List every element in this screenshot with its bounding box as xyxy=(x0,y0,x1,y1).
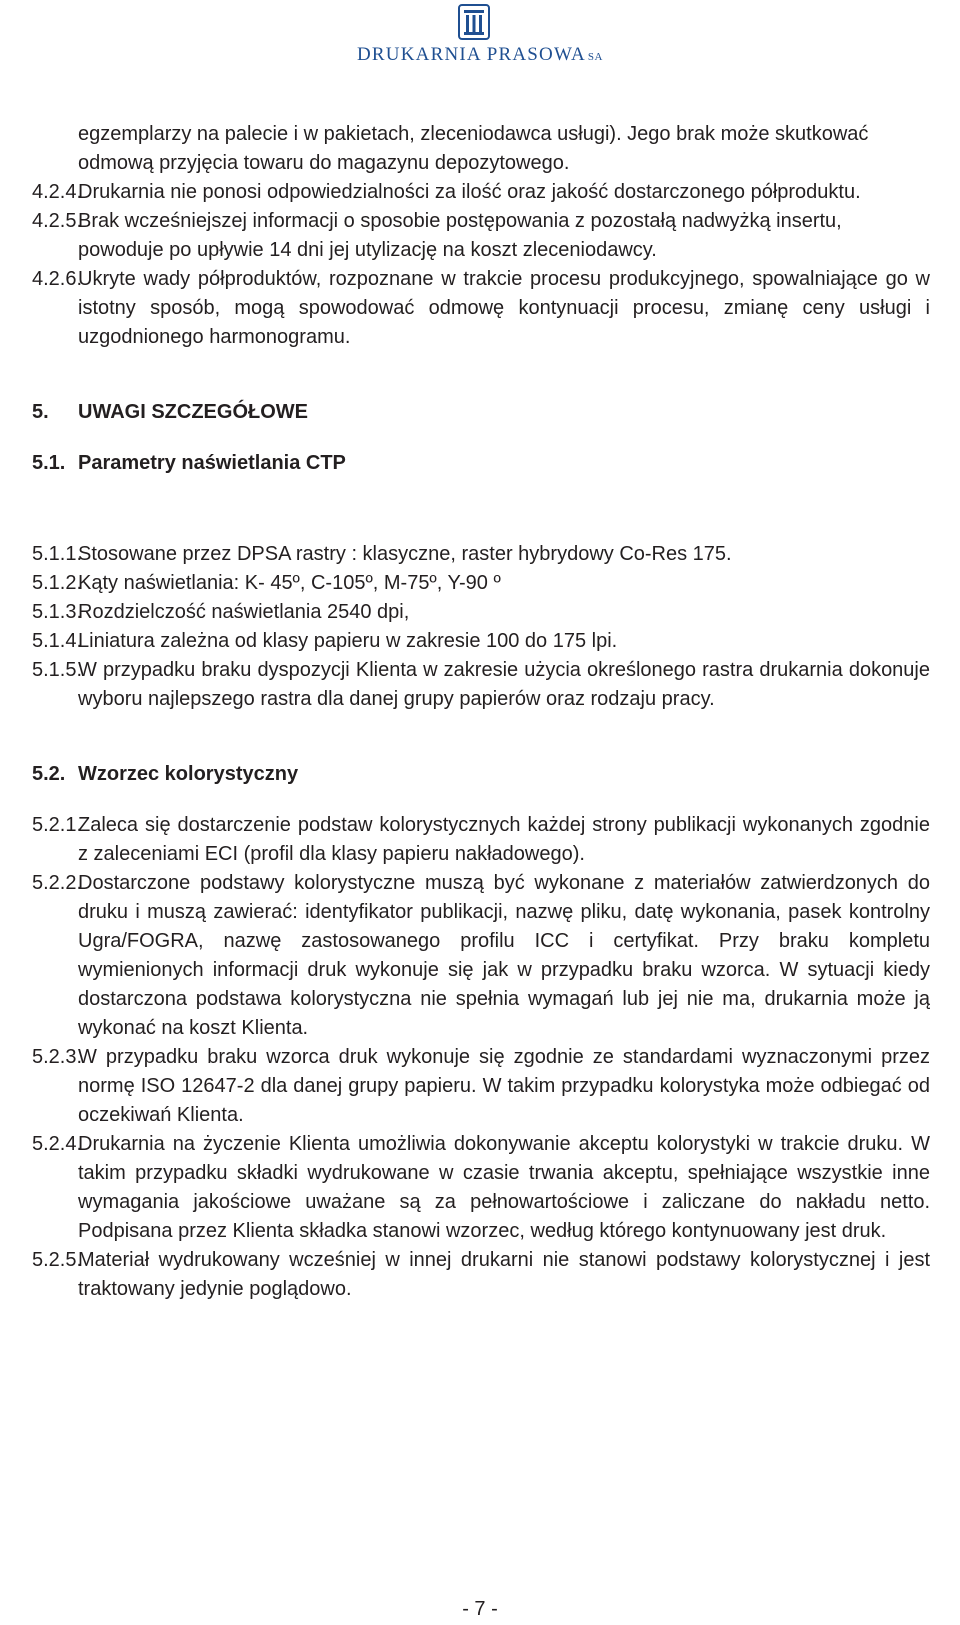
item-number: 4.2.4. xyxy=(32,181,83,203)
list-item: 5.2.1. Zaleca się dostarczenie podstaw kolorystycznych każdej strony publikacji wykonanych zgodnie z zaleceniami ECI (profil dla klasy papieru nakładowego). xyxy=(32,814,930,865)
item-text: Ukryte wady półproduktów, rozpoznane w trakcie procesu produkcyjnego, spowalniające go w istotny sposób, mogą spowodować odmowę kontynuacji procesu, zmianę ceny usługi i uzgodnionego harmonogramu. xyxy=(78,268,930,348)
section-heading: 5. UWAGI SZCZEGÓŁOWE xyxy=(32,401,308,423)
item-text: Brak wcześniejszej informacji o sposobie postępowania z pozostałą nadwyżką insertu, powoduje po upływie 14 dni jej utylizację na koszt zleceniodawcy. xyxy=(78,210,842,261)
list-item: 5.1.5. W przypadku braku dyspozycji Klienta w zakresie użycia określonego rastra drukarnia dokonuje wyboru najlepszego rastra dla danej grupy papierów oraz rodzaju pracy. xyxy=(32,659,930,710)
document-body xyxy=(32,120,930,1304)
list-item: 5.1.4. Liniatura zależna od klasy papieru w zakresie 100 do 175 lpi. xyxy=(32,630,618,652)
list-item: 5.1.1. Stosowane przez DPSA rastry : klasyczne, raster hybrydowy Co-Res 175. xyxy=(32,543,732,565)
list-item: 5.1.2. Kąty naświetlania: K- 45º, C-105º, M-75º, Y-90 º xyxy=(32,572,501,594)
list-item: 5.2.5. Materiał wydrukowany wcześniej w innej drukarni nie stanowi podstawy kolorystycznej i jest traktowany jedynie poglądowo. xyxy=(32,1249,930,1300)
subsection-heading: 5.1. Parametry naświetlania CTP xyxy=(32,452,346,474)
company-logo-text: DRUKARNIA PRASOWA SA xyxy=(357,44,603,65)
list-item: 5.1.3. Rozdzielczość naświetlania 2540 dpi, xyxy=(32,601,410,623)
item-number: 4.2.5. xyxy=(32,210,83,232)
continuation-paragraph: egzemplarzy na palecie i w pakietach, zleceniodawca usługi). Jego brak może skutkować odmową przyjęcia towaru do magazynu depozytowego. xyxy=(78,123,869,174)
list-item: 5.2.2. Dostarczone podstawy kolorystyczne muszą być wykonane z materiałów zatwierdzonych do druku i muszą zawierać: identyfikator publikacji, nazwę pliku, datę wykonania, pasek kontrolny Ugra/FOGRA, nazwę zastosowanego profilu ICC i certyfikat. Przy braku kompletu wymienionych informacji druk wykonuje się jak w przypadku braku wzorca. W sytuacji kiedy dostarczona podstawa kolorystyczna nie spełnia wymagań lub jej nie ma, drukarnia może ją wykonać na koszt Klienta. xyxy=(32,872,930,1039)
list-item xyxy=(32,178,930,207)
subsection-heading: 5.2. Wzorzec kolorystyczny xyxy=(32,763,299,785)
list-item xyxy=(32,265,930,352)
page-number: - 7 - xyxy=(462,1598,498,1620)
list-item xyxy=(32,207,930,265)
page-header xyxy=(0,0,960,80)
printing-press-logo-icon xyxy=(456,2,492,42)
item-text: Drukarnia nie ponosi odpowiedzialności za ilość oraz jakość dostarczonego półproduktu. xyxy=(78,181,861,203)
item-number: 4.2.6. xyxy=(32,268,83,290)
list-item: 5.2.3. W przypadku braku wzorca druk wykonuje się zgodnie ze standardami wyznaczonymi przez normę ISO 12647-2 dla danej grupy papieru. W takim przypadku kolorystyka może odbiegać od oczekiwań Klienta. xyxy=(32,1046,930,1126)
list-item: 5.2.4. Drukarnia na życzenie Klienta umożliwia dokonywanie akceptu kolorystyki w trakcie druku. W takim przypadku składki wydrukowane w czasie trwania akceptu, spełniające wszystkie inne wymagania jakościowe uważane są za pełnowartościowe i zaliczane do nakładu netto. Podpisana przez Klienta składka stanowi wzorzec, według którego kontynuowany jest druk. xyxy=(32,1133,930,1242)
